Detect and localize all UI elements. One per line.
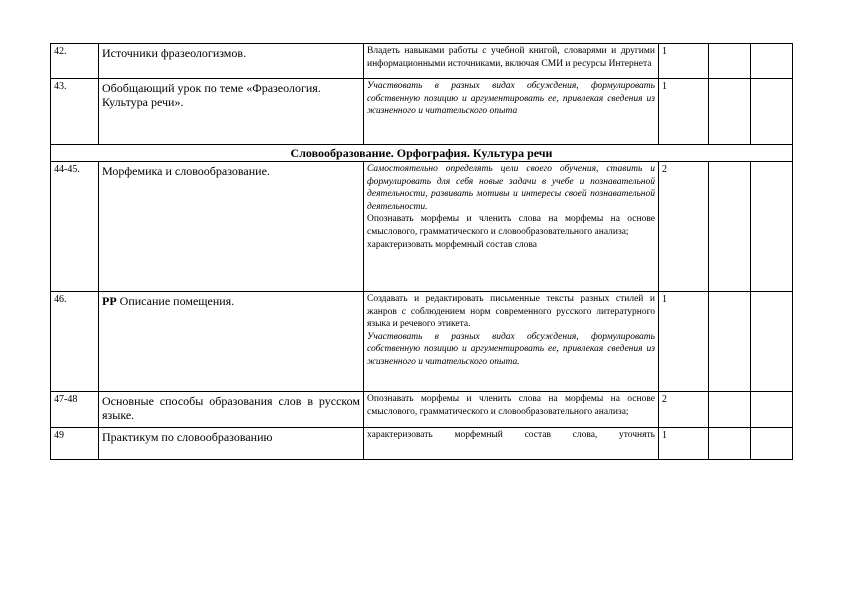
lesson-hours: 2 <box>659 162 709 292</box>
empty-cell <box>709 79 751 145</box>
lesson-number: 46. <box>51 292 99 392</box>
empty-cell <box>709 392 751 428</box>
empty-cell <box>751 428 793 460</box>
table-row <box>51 292 793 392</box>
curriculum-table <box>50 43 793 460</box>
section-row <box>51 145 793 162</box>
activity-text: Создавать и редактировать письменные тексты разных стилей и жанров с соблюдением норм современного русского литературного языка и речевого этикета. <box>367 294 655 330</box>
empty-cell <box>751 292 793 392</box>
rr-label: РР <box>102 294 117 308</box>
table-row <box>51 428 793 460</box>
lesson-activity <box>364 79 659 145</box>
lesson-activity <box>364 162 659 292</box>
empty-cell <box>751 162 793 292</box>
lesson-topic: Основные способы образования слов в русском языке. <box>99 392 364 428</box>
activity-text: характеризовать морфемный состав слова, уточнять <box>367 430 655 440</box>
empty-cell <box>751 44 793 79</box>
lesson-number: 47-48 <box>51 392 99 428</box>
empty-cell <box>709 428 751 460</box>
lesson-topic: Практикум по словообразованию <box>99 428 364 460</box>
lesson-topic: Морфемика и словообразование. <box>99 162 364 292</box>
activity-text: Опознавать морфемы и членить слова на морфемы на основе смыслового, грамматического и словообразовательного анализа; <box>367 214 655 237</box>
empty-cell <box>709 44 751 79</box>
lesson-number: 42. <box>51 44 99 79</box>
activity-text: Владеть навыками работы с учебной книгой, словарями и другими информационными источниками, включая СМИ и ресурсы Интернета <box>367 46 655 69</box>
lesson-topic <box>99 292 364 392</box>
lesson-hours: 2 <box>659 392 709 428</box>
lesson-number: 43. <box>51 79 99 145</box>
section-title: Словообразование. Орфография. Культура речи <box>51 145 793 162</box>
lesson-hours: 1 <box>659 428 709 460</box>
empty-cell <box>751 79 793 145</box>
activity-text: Участвовать в разных видах обсуждения, формулировать собственную позицию и аргументировать ее, привлекая сведения из жизненного и читательского опыта <box>367 81 655 117</box>
lesson-number: 49 <box>51 428 99 460</box>
activity-text: Участвовать в разных видах обсуждения, формулировать собственную позицию и аргументировать ее, привлекая сведения из жизненного и читательского опыта. <box>367 331 655 367</box>
activity-text: Самостоятельно определять цели своего обучения, ставить и формулировать для себя новые задачи в учебе и познавательной деятельности, развивать мотивы и интересы своей познавательной деятельности. <box>367 164 655 212</box>
lesson-topic: Обобщающий урок по теме «Фразеология. Культура речи». <box>99 79 364 145</box>
lesson-number: 44-45. <box>51 162 99 292</box>
lesson-activity <box>364 292 659 392</box>
table-row <box>51 162 793 292</box>
empty-cell <box>709 292 751 392</box>
lesson-hours: 1 <box>659 292 709 392</box>
empty-cell <box>709 162 751 292</box>
lesson-activity <box>364 392 659 428</box>
lesson-topic: Источники фразеологизмов. <box>99 44 364 79</box>
activity-text: Опознавать морфемы и членить слова на морфемы на основе смыслового, грамматического и словообразовательного анализа; <box>367 394 655 417</box>
empty-cell <box>751 392 793 428</box>
lesson-hours: 1 <box>659 79 709 145</box>
topic-text: Описание помещения. <box>119 294 235 308</box>
table-row <box>51 79 793 145</box>
table-row <box>51 44 793 79</box>
lesson-hours: 1 <box>659 44 709 79</box>
lesson-activity <box>364 428 659 460</box>
activity-text: характеризовать морфемный состав слова <box>367 239 538 250</box>
table-row <box>51 392 793 428</box>
lesson-activity <box>364 44 659 79</box>
